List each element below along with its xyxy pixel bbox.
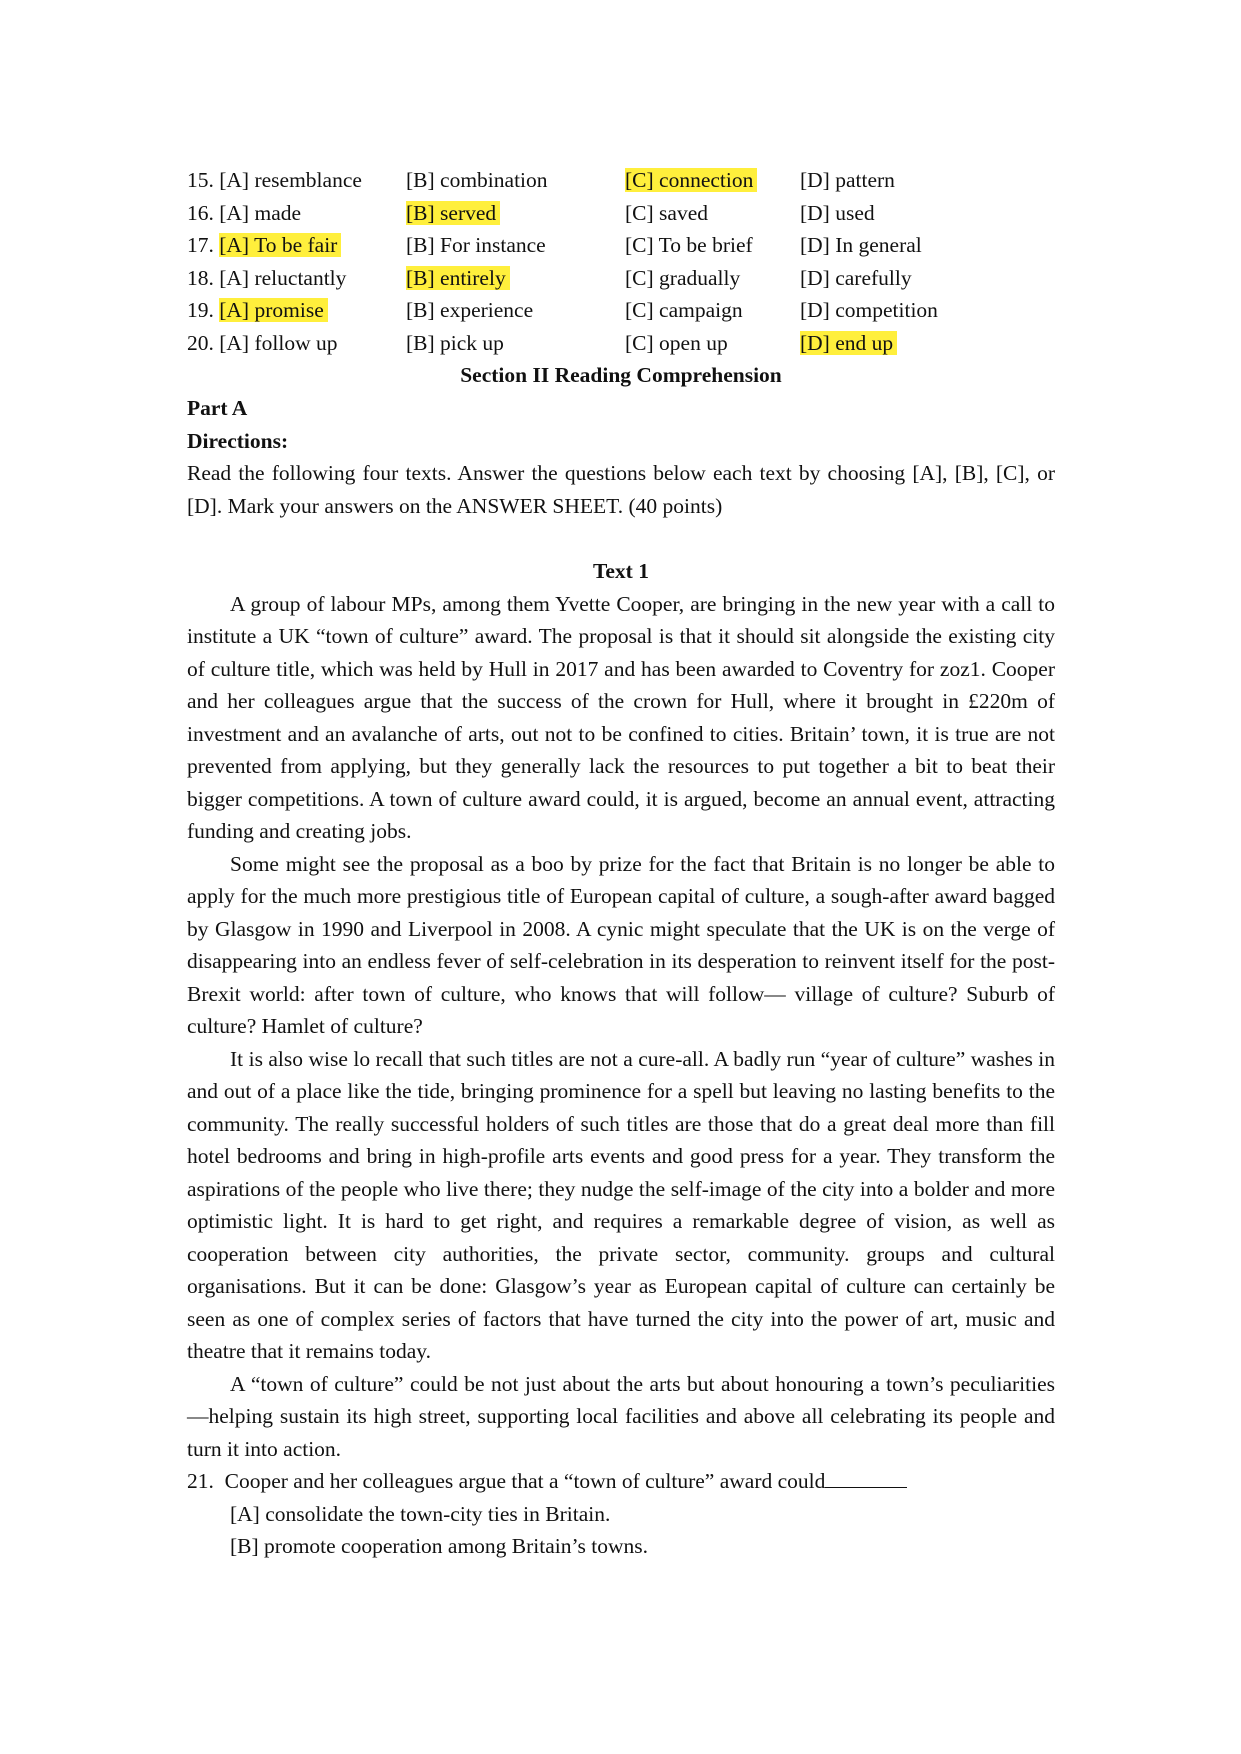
- answer-option: [D] competition: [800, 298, 938, 322]
- answer-cell-18-d: [800, 262, 1055, 295]
- answer-option: [C] To be brief: [625, 233, 753, 257]
- answer-choices-grid: [187, 164, 1055, 359]
- question-number: 19.: [187, 298, 214, 322]
- answer-option: [A] follow up: [219, 330, 338, 355]
- answer-option: [A] resemblance: [219, 168, 362, 192]
- answer-blank: [825, 1467, 907, 1488]
- answer-cell-16-b: [406, 197, 625, 230]
- exam-page: [187, 164, 1055, 1563]
- question-option-a: [A] consolidate the town-city ties in Britain.: [230, 1501, 611, 1526]
- answer-cell-17-d: [800, 229, 1055, 262]
- paragraph-1: A group of labour MPs, among them Yvette Cooper, are bringing in the new year with a call to institute a UK “town of culture” award. The proposal is that it should sit alongside the existing city of culture title, which was held by Hull in 2017 and has been awarded to Coventry for zoz1. Cooper and her colleagues argue that the success of the crown for Hull, where it brought in £220m of investment and an avalanche of arts, out not to be confined to cities. Britain’ town, it is true are not prevented from applying, but they generally lack the resources to put together a bit to beat their bigger competitions. A town of culture award could, it is argued, become an annual event, attracting funding and creating jobs.: [187, 591, 1055, 843]
- question-number: 15.: [187, 168, 214, 192]
- answer-option-highlighted: [A] To be fair: [219, 233, 341, 257]
- answer-option: [D] In general: [800, 233, 922, 257]
- answer-cell-17-a: [187, 229, 406, 262]
- question-21: [187, 1465, 1055, 1498]
- answer-option-highlighted: [C] connection: [625, 168, 757, 192]
- part-label: Part A: [187, 396, 248, 420]
- question-option-b: [B] promote cooperation among Britain’s towns.: [230, 1534, 648, 1558]
- answer-option-highlighted: [B] served: [406, 201, 500, 225]
- paragraph-3: It is also wise lo recall that such titles are not a cure-all. A badly run “year of culture” washes in and out of a place like the tide, bringing prominence for a spell but leaving no lasting benefits to the community. The really successful holders of such titles are those that do a great deal more than fill hotel bedrooms and bring in high-profile arts events and good press for a year. They transform the aspirations of the people who live there; they nudge the self-image of the city into a bolder and more optimistic light. It is hard to get right, and requires a remarkable degree of vision, as well as cooperation between city authorities, the private sector, community. groups and cultural organisations. But it can be done: Glasgow’s year as European capital of culture can certainly be seen as one of complex series of factors that have turned the city into the power of art, music and theatre that it remains today.: [187, 1046, 1055, 1363]
- answer-option: [A] reluctantly: [219, 265, 347, 290]
- answer-cell-19-d: [800, 294, 1055, 327]
- answer-cell-15-b: [406, 164, 625, 197]
- question-number: 18.: [187, 265, 214, 290]
- answer-option: [C] campaign: [625, 298, 743, 322]
- answer-option: [B] For instance: [406, 233, 546, 257]
- answer-cell-20-d: [800, 327, 1055, 360]
- question-number: 16.: [187, 200, 214, 225]
- answer-cell-20-b: [406, 327, 625, 360]
- answer-cell-16-c: [625, 197, 800, 230]
- answer-option: [C] saved: [625, 200, 708, 225]
- answer-cell-15-a: [187, 164, 406, 197]
- answer-cell-20-a: [187, 327, 406, 360]
- answer-option: [C] open up: [625, 330, 728, 355]
- answer-option: [B] combination: [406, 168, 548, 192]
- answer-cell-15-c: [625, 164, 800, 197]
- answer-cell-19-b: [406, 294, 625, 327]
- answer-cell-19-a: [187, 294, 406, 327]
- answer-option: [B] pick up: [406, 330, 504, 355]
- answer-cell-18-a: [187, 262, 406, 295]
- answer-cell-20-c: [625, 327, 800, 360]
- answer-option: [A] made: [219, 200, 302, 225]
- answer-option: [D] used: [800, 200, 875, 225]
- answer-cell-19-c: [625, 294, 800, 327]
- answer-cell-16-d: [800, 197, 1055, 230]
- directions-label: Directions:: [187, 428, 289, 453]
- question-number: 17.: [187, 233, 214, 257]
- answer-cell-17-c: [625, 229, 800, 262]
- answer-option: [B] experience: [406, 298, 534, 322]
- question-number: 20.: [187, 330, 214, 355]
- answer-option-highlighted: [B] entirely: [406, 266, 510, 290]
- answer-cell-17-b: [406, 229, 625, 262]
- paragraph-2: Some might see the proposal as a boo by prize for the fact that Britain is no longer be able to apply for the much more prestigious title of European capital of culture, a sough-after award bagged by Glasgow in 1990 and Liverpool in 2008. A cynic might speculate that the UK is on the verge of disappearing into an endless fever of self-celebration in its desperation to reinvent itself for the post-Brexit world: after town of culture, who knows that will follow— village of culture? Suburb of culture? Hamlet of culture?: [187, 851, 1055, 1038]
- answer-option-highlighted: [D] end up: [800, 331, 897, 355]
- answer-option: [C] gradually: [625, 265, 741, 290]
- answer-cell-18-c: [625, 262, 800, 295]
- directions-text: Read the following four texts. Answer the questions below each text by choosing [A], [B], [C], or [D]. Mark your answers on the ANSWER SHEET. (40 points): [187, 461, 1055, 518]
- question-stem: Cooper and her colleagues argue that a “town of culture” award could: [224, 1469, 826, 1493]
- answer-cell-18-b: [406, 262, 625, 295]
- paragraph-4: A “town of culture” could be not just about the arts but about honouring a town’s peculiarities —helping sustain its high street, supporting local facilities and above all celebrating its people and turn it into action.: [187, 1371, 1055, 1461]
- answer-option: [D] carefully: [800, 265, 912, 290]
- answer-option-highlighted: [A] promise: [219, 298, 328, 322]
- answer-cell-16-a: [187, 197, 406, 230]
- answer-cell-15-d: [800, 164, 1055, 197]
- answer-option: [D] pattern: [800, 168, 895, 192]
- section-title: Section II Reading Comprehension: [460, 363, 782, 387]
- question-number: 21.: [187, 1469, 214, 1493]
- text-title: Text 1: [593, 559, 649, 583]
